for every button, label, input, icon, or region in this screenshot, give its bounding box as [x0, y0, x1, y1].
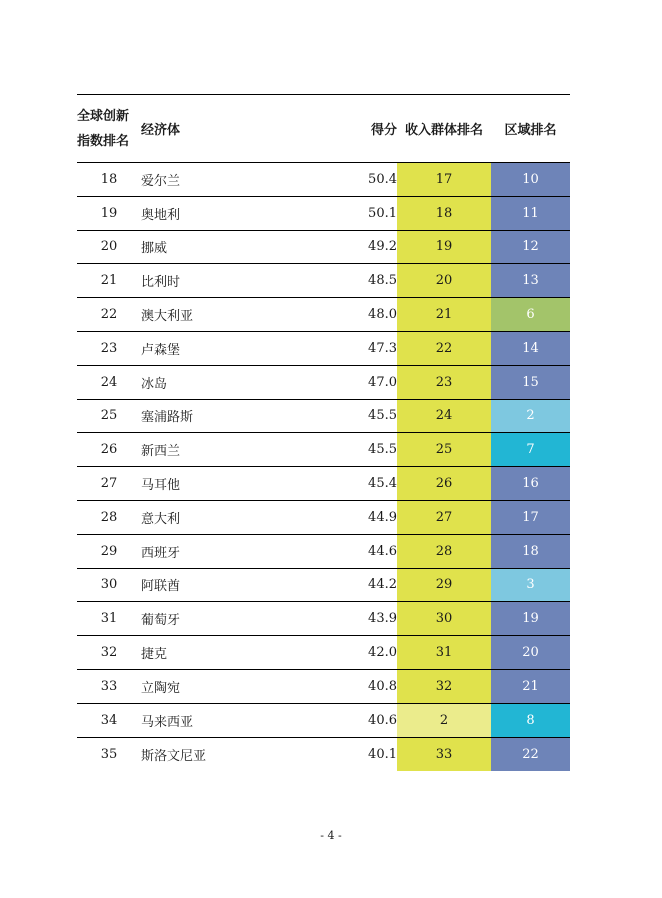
region-rank-cell: 19 — [491, 602, 570, 636]
table-row — [77, 399, 570, 433]
economy-cell: 挪威 — [141, 230, 346, 264]
economy-cell: 澳大利亚 — [141, 298, 346, 332]
table-row — [77, 636, 570, 670]
header-global-rank-line1: 全球创新 — [77, 108, 130, 124]
region-rank-cell: 3 — [491, 568, 570, 602]
table-row — [77, 365, 570, 399]
economy-cell: 西班牙 — [141, 534, 346, 568]
global-rank-cell: 30 — [77, 568, 141, 602]
header-economy: 经济体 — [141, 95, 346, 163]
table-row — [77, 669, 570, 703]
table-row — [77, 602, 570, 636]
region-rank-cell: 10 — [491, 163, 570, 197]
income-rank-cell: 2 — [397, 703, 491, 737]
header-region-rank: 区域排名 — [491, 95, 570, 163]
global-rank-cell: 23 — [77, 331, 141, 365]
table-row — [77, 331, 570, 365]
global-rank-cell: 25 — [77, 399, 141, 433]
score-cell: 42.0 — [346, 636, 397, 670]
region-rank-cell: 21 — [491, 669, 570, 703]
income-rank-cell: 30 — [397, 602, 491, 636]
global-rank-cell: 34 — [77, 703, 141, 737]
economy-cell: 冰岛 — [141, 365, 346, 399]
score-cell: 44.6 — [346, 534, 397, 568]
page-number: - 4 - — [320, 829, 342, 842]
income-rank-cell: 26 — [397, 467, 491, 501]
income-rank-cell: 22 — [397, 331, 491, 365]
region-rank-cell: 20 — [491, 636, 570, 670]
score-cell: 40.1 — [368, 746, 397, 762]
economy-cell: 塞浦路斯 — [141, 399, 346, 433]
region-rank-cell: 13 — [491, 264, 570, 298]
income-rank-cell: 24 — [397, 399, 491, 433]
table-row — [77, 163, 570, 197]
table-body — [77, 163, 570, 771]
table-row — [77, 703, 570, 737]
table-row — [77, 196, 570, 230]
region-rank-cell: 22 — [491, 737, 570, 771]
global-rank-cell: 28 — [77, 500, 141, 534]
economy-cell: 意大利 — [141, 500, 346, 534]
region-rank-cell: 14 — [491, 331, 570, 365]
region-rank-cell: 17 — [491, 500, 570, 534]
score-cell: 40.8 — [346, 669, 397, 703]
region-rank-cell: 15 — [491, 365, 570, 399]
score-cell: 50.1 — [346, 196, 397, 230]
income-rank-cell: 31 — [397, 636, 491, 670]
income-rank-cell: 19 — [397, 230, 491, 264]
table-header — [77, 95, 570, 163]
income-rank-cell: 21 — [397, 298, 491, 332]
table-row — [77, 467, 570, 501]
income-rank-cell: 28 — [397, 534, 491, 568]
global-rank-cell: 18 — [77, 163, 141, 197]
global-rank-cell: 26 — [77, 433, 141, 467]
global-rank-cell: 29 — [77, 534, 141, 568]
income-rank-cell: 20 — [397, 264, 491, 298]
global-rank-cell: 24 — [77, 365, 141, 399]
region-rank-cell: 6 — [491, 298, 570, 332]
income-rank-cell: 33 — [397, 737, 491, 771]
economy-cell: 马耳他 — [141, 467, 346, 501]
score-cell: 45.4 — [346, 467, 397, 501]
region-rank-cell: 2 — [491, 399, 570, 433]
income-rank-cell: 32 — [397, 669, 491, 703]
table-row — [77, 230, 570, 264]
table-row — [77, 568, 570, 602]
income-rank-cell: 23 — [397, 365, 491, 399]
economy-cell: 葡萄牙 — [141, 602, 346, 636]
economy-cell: 新西兰 — [141, 433, 346, 467]
table-row — [77, 737, 570, 771]
global-rank-cell: 21 — [77, 264, 141, 298]
economy-cell: 爱尔兰 — [141, 163, 346, 197]
income-rank-cell: 25 — [397, 433, 491, 467]
score-cell: 47.0 — [346, 365, 397, 399]
global-rank-cell: 32 — [77, 636, 141, 670]
region-rank-cell: 18 — [491, 534, 570, 568]
score-cell: 43.9 — [346, 602, 397, 636]
income-rank-cell: 29 — [397, 568, 491, 602]
score-cell: 48.5 — [346, 264, 397, 298]
region-rank-cell: 8 — [491, 703, 570, 737]
score-cell: 49.2 — [346, 230, 397, 264]
table-row — [77, 298, 570, 332]
header-global-rank-line2: 指数排名 — [77, 133, 130, 149]
score-cell: 45.5 — [346, 433, 397, 467]
score-cell: 45.5 — [346, 399, 397, 433]
score-cell: 50.4 — [346, 163, 397, 197]
score-cell: 48.0 — [346, 298, 397, 332]
table-row — [77, 433, 570, 467]
global-rank-cell: 20 — [77, 230, 141, 264]
region-rank-cell: 12 — [491, 230, 570, 264]
economy-cell: 立陶宛 — [141, 669, 346, 703]
table-row — [77, 500, 570, 534]
global-rank-cell: 33 — [77, 669, 141, 703]
global-rank-cell: 27 — [77, 467, 141, 501]
income-rank-cell: 18 — [397, 196, 491, 230]
score-cell: 40.6 — [346, 703, 397, 737]
region-rank-cell: 16 — [491, 467, 570, 501]
economy-cell: 奥地利 — [141, 196, 346, 230]
economy-cell: 比利时 — [141, 264, 346, 298]
header-score: 得分 — [346, 95, 397, 163]
economy-cell: 阿联酋 — [141, 568, 346, 602]
score-cell: 44.9 — [346, 500, 397, 534]
income-rank-cell: 17 — [397, 163, 491, 197]
region-rank-cell: 7 — [491, 433, 570, 467]
table-row — [77, 534, 570, 568]
gii-ranking-table — [77, 94, 570, 771]
score-cell: 47.3 — [346, 331, 397, 365]
table-row — [77, 264, 570, 298]
region-rank-cell: 11 — [491, 196, 570, 230]
header-global-rank — [77, 95, 141, 163]
score-cell: 44.2 — [346, 568, 397, 602]
economy-cell: 斯洛文尼亚 — [141, 748, 207, 764]
header-income-rank: 收入群体排名 — [397, 95, 491, 163]
global-rank-cell: 31 — [77, 602, 141, 636]
global-rank-cell: 19 — [77, 196, 141, 230]
economy-cell: 卢森堡 — [141, 331, 346, 365]
global-rank-cell: 35 — [100, 746, 118, 762]
economy-cell: 马来西亚 — [141, 703, 346, 737]
header-row — [77, 95, 570, 163]
global-rank-cell: 22 — [77, 298, 141, 332]
economy-cell: 捷克 — [141, 636, 346, 670]
income-rank-cell: 27 — [397, 500, 491, 534]
